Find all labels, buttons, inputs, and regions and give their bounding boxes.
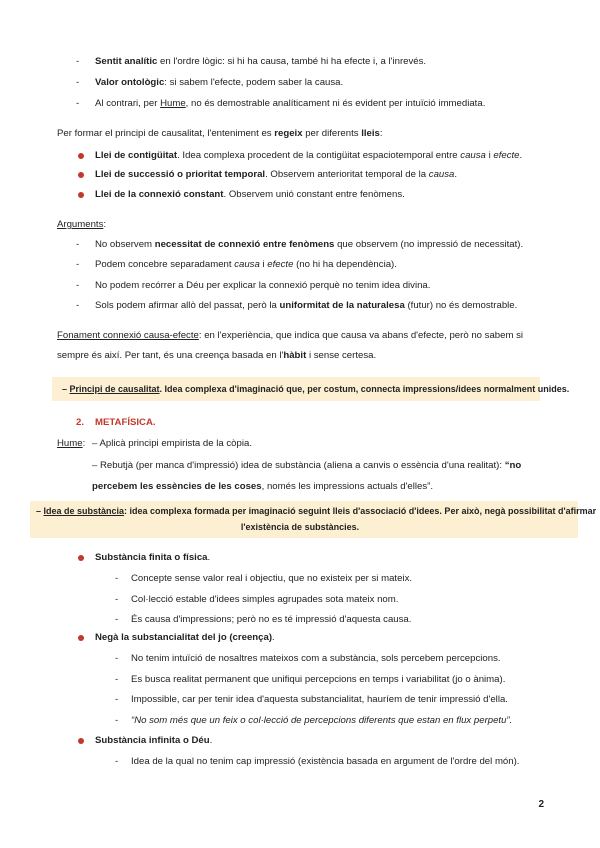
bullet-icon [78, 738, 84, 744]
dash-marker: - [76, 239, 80, 250]
list-item: No tenim intuïció de nosaltres mateixos com a substància, sols percebem percepcions. [131, 653, 501, 664]
list-item: Sols podem afirmar allò del passat, però la uniformitat de la naturalesa (futur) no és demostrable. [95, 300, 518, 311]
list-item: Substància finita o física. [95, 552, 211, 563]
list-item: Podem concebre separadament causa i efecte (no hi ha dependència). [95, 259, 397, 270]
list-item: Llei de successió o prioritat temporal. Observem anterioritat temporal de la causa. [95, 169, 458, 180]
dash-marker: - [76, 259, 80, 270]
dash-marker: - [76, 77, 80, 88]
dash-marker: - [115, 594, 119, 605]
section-number: 2. [76, 417, 85, 428]
dash-marker: - [115, 715, 119, 726]
list-item: Llei de contigüitat. Idea complexa procedent de la contigüitat espaciotemporal entre causa i efecte. [95, 150, 523, 161]
bullet-icon [78, 153, 84, 159]
list-item: percebem les essències de les coses, només les impressions actuals d'elles”. [92, 481, 433, 492]
list-item: Concepte sense valor real i objectiu, que no existeix per si mateix. [131, 573, 413, 584]
list-item: No observem necessitat de connexió entre fenòmens que observem (no impressió de necessitat). [95, 239, 524, 250]
dash-marker: - [76, 280, 80, 291]
list-item: Substància infinita o Déu. [95, 735, 213, 746]
bullet-icon [78, 555, 84, 561]
list-item: Valor ontològic: si sabem l'efecte, podem saber la causa. [95, 77, 344, 88]
dash-marker: - [76, 300, 80, 311]
list-item: Llei de la connexió constant. Observem unió constant entre fenòmens. [95, 189, 405, 200]
list-item: Idea de la qual no tenim cap impressió (existència basada en argument de l'ordre del món). [131, 756, 520, 767]
dash-marker: - [115, 653, 119, 664]
section-label: Arguments: [57, 219, 107, 230]
list-item: Es busca realitat permanent que unifiqui percepcions en temps i variabilitat (jo o ànima). [131, 674, 506, 685]
definition: l'existència de substàncies. [240, 522, 360, 532]
dash-marker: - [76, 56, 80, 67]
list-item: Col·lecció estable d'idees simples agrupades sota mateix nom. [131, 594, 399, 605]
definition: – Principi de causalitat. Idea complexa d'imaginació que, per costum, connecta impressions/idees normalment unides. [62, 384, 570, 394]
author-label: Hume: [57, 438, 86, 449]
list-item: Impossible, car per tenir idea d'aquesta substancialitat, hauríem de tenir impressió d'ella. [131, 694, 508, 705]
quote: “No som més que un feix o col·lecció de percepcions diferents que estan en flux perpetu”. [131, 715, 513, 726]
list-item: – Rebutjà (per manca d'impressió) idea de substància (aliena a canvis o essència d'una realitat): “no [92, 460, 522, 471]
list-item: És causa d'impressions; però no es té impressió d'aquesta causa. [131, 614, 412, 625]
list-item: No podem recórrer a Déu per explicar la connexió perquè no tenim idea divina. [95, 280, 431, 291]
definition: – Idea de substància: idea complexa formada per imaginació seguint lleis d'associació d'idees. Per això, negà possibilitat d'afirmar [36, 506, 597, 516]
list-item: Negà la substancialitat del jo (creença). [95, 632, 275, 643]
dash-marker: - [115, 756, 119, 767]
dash-marker: - [115, 573, 119, 584]
bullet-icon [78, 192, 84, 198]
paragraph: Per formar el principi de causalitat, l'enteniment es regeix per diferents lleis: [57, 128, 383, 139]
section-title: METAFÍSICA. [95, 417, 156, 428]
dash-marker: - [76, 98, 80, 109]
list-item: Sentit analític en l'ordre lògic: si hi ha causa, també hi ha efecte i, a l'inrevés. [95, 56, 427, 67]
dash-marker: - [115, 614, 119, 625]
dash-marker: - [115, 674, 119, 685]
paragraph: Fonament connexió causa-efecte: en l'experiència, que indica que causa va abans d'efecte, però no sabem si [57, 330, 524, 341]
list-item: Al contrari, per Hume, no és demostrable analíticament ni és evident per intuïció immediata. [95, 98, 486, 109]
paragraph: sempre és així. Per tant, és una creença basada en l'hàbit i sense certesa. [57, 350, 377, 361]
bullet-icon [78, 635, 84, 641]
bullet-icon [78, 172, 84, 178]
list-item: – Aplicà principi empirista de la còpia. [92, 438, 252, 449]
page-number: 2 [538, 799, 544, 810]
dash-marker: - [115, 694, 119, 705]
